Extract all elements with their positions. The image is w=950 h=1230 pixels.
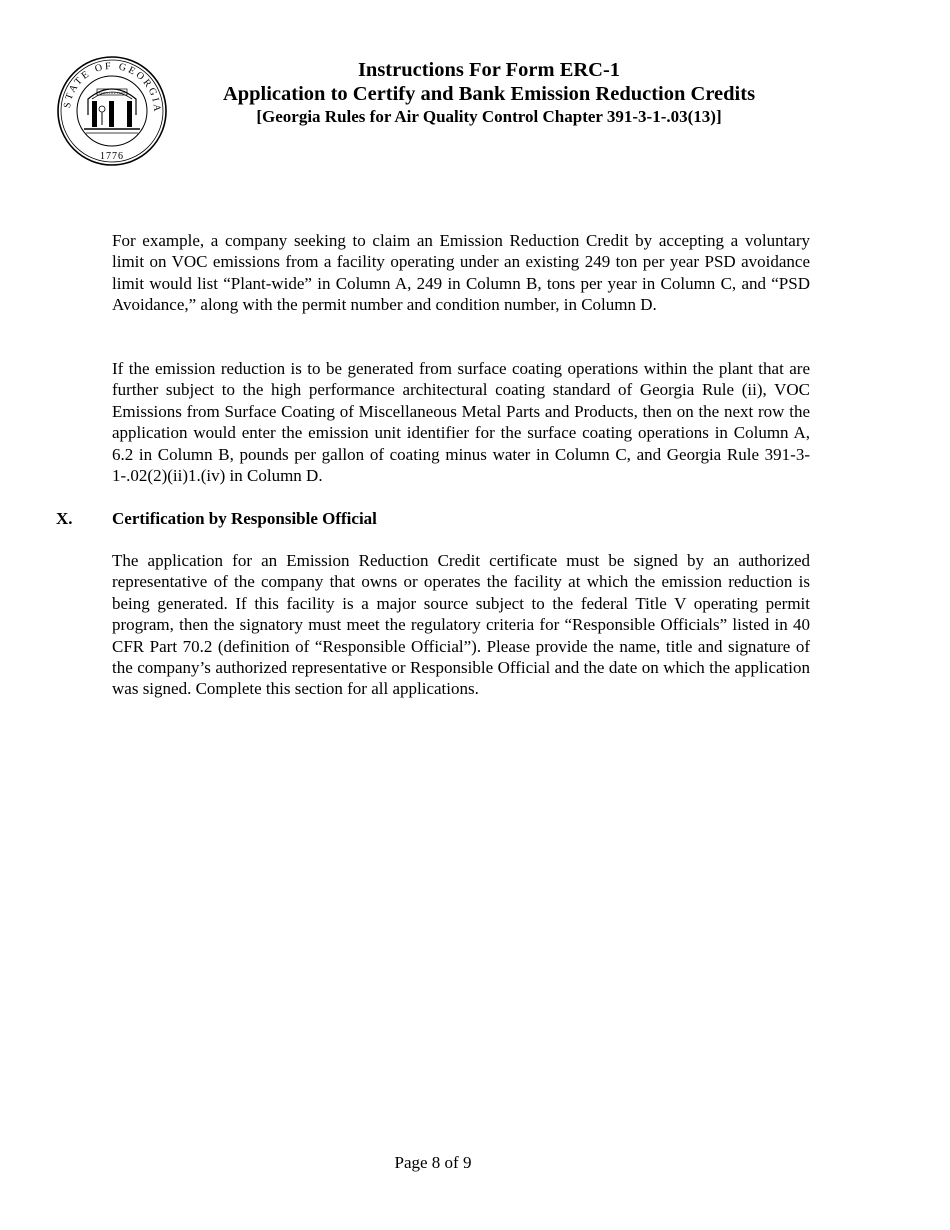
certification-paragraph: The application for an Emission Reduction Credit certificate must be signed by an authorized representative of the company that owns or operates the facility at which the emission reduction is being generated. If this facility is a major source subject to the federal Title V operating permit program, then the signatory must meet the regulatory criteria for “Responsible Officials” listed in 40 CFR Part 70.2 (definition of “Responsible Official”). Please provide the name, title and signature of the company’s authorized representative or Responsible Official and the date on which the application was signed. Complete this section for all applications. <box>112 551 810 699</box>
section-heading: Certification by Responsible Official <box>112 509 377 528</box>
seal-band: CONSTITUTION <box>99 91 125 95</box>
page-number: Page 8 of 9 <box>394 1153 472 1172</box>
seal-year: 1776 <box>100 151 124 162</box>
document-title: Instructions For Form ERC-1 <box>357 59 621 81</box>
rules-reference: [Georgia Rules for Air Quality Control Chapter 391-3-1-.03(13)] <box>256 107 722 126</box>
document-subtitle: Application to Certify and Bank Emission Reduction Credits <box>222 83 756 105</box>
svg-text:STATE OF GEORGIA: STATE OF GEORGIA <box>61 60 163 115</box>
section-number: X. <box>56 509 73 528</box>
document-header <box>190 58 788 128</box>
example-paragraph: For example, a company seeking to claim an Emission Reduction Credit by accepting a voluntary limit on VOC emissions from a facility operating under an existing 249 ton per year PSD avoidance limit would list “Plant-wide” in Column A, 249 in Column B, tons per year in Column C, and “PSD Avoidance,” along with the permit number and condition number, in Column D. <box>112 231 810 315</box>
georgia-state-seal-icon <box>54 55 170 167</box>
surface-coating-paragraph: If the emission reduction is to be generated from surface coating operations within the plant that are further subject to the high performance architectural coating standard of Georgia Rule (ii), VOC Emissions from Surface Coating of Miscellaneous Metal Parts and Products, then on the next row the application would enter the emission unit identifier for the surface coating operations in Column A, 6.2 in Column B, pounds per gallon of coating minus water in Column C, and Georgia Rule 391-3-1-.02(2)(ii)1.(iv) in Column D. <box>112 359 810 486</box>
